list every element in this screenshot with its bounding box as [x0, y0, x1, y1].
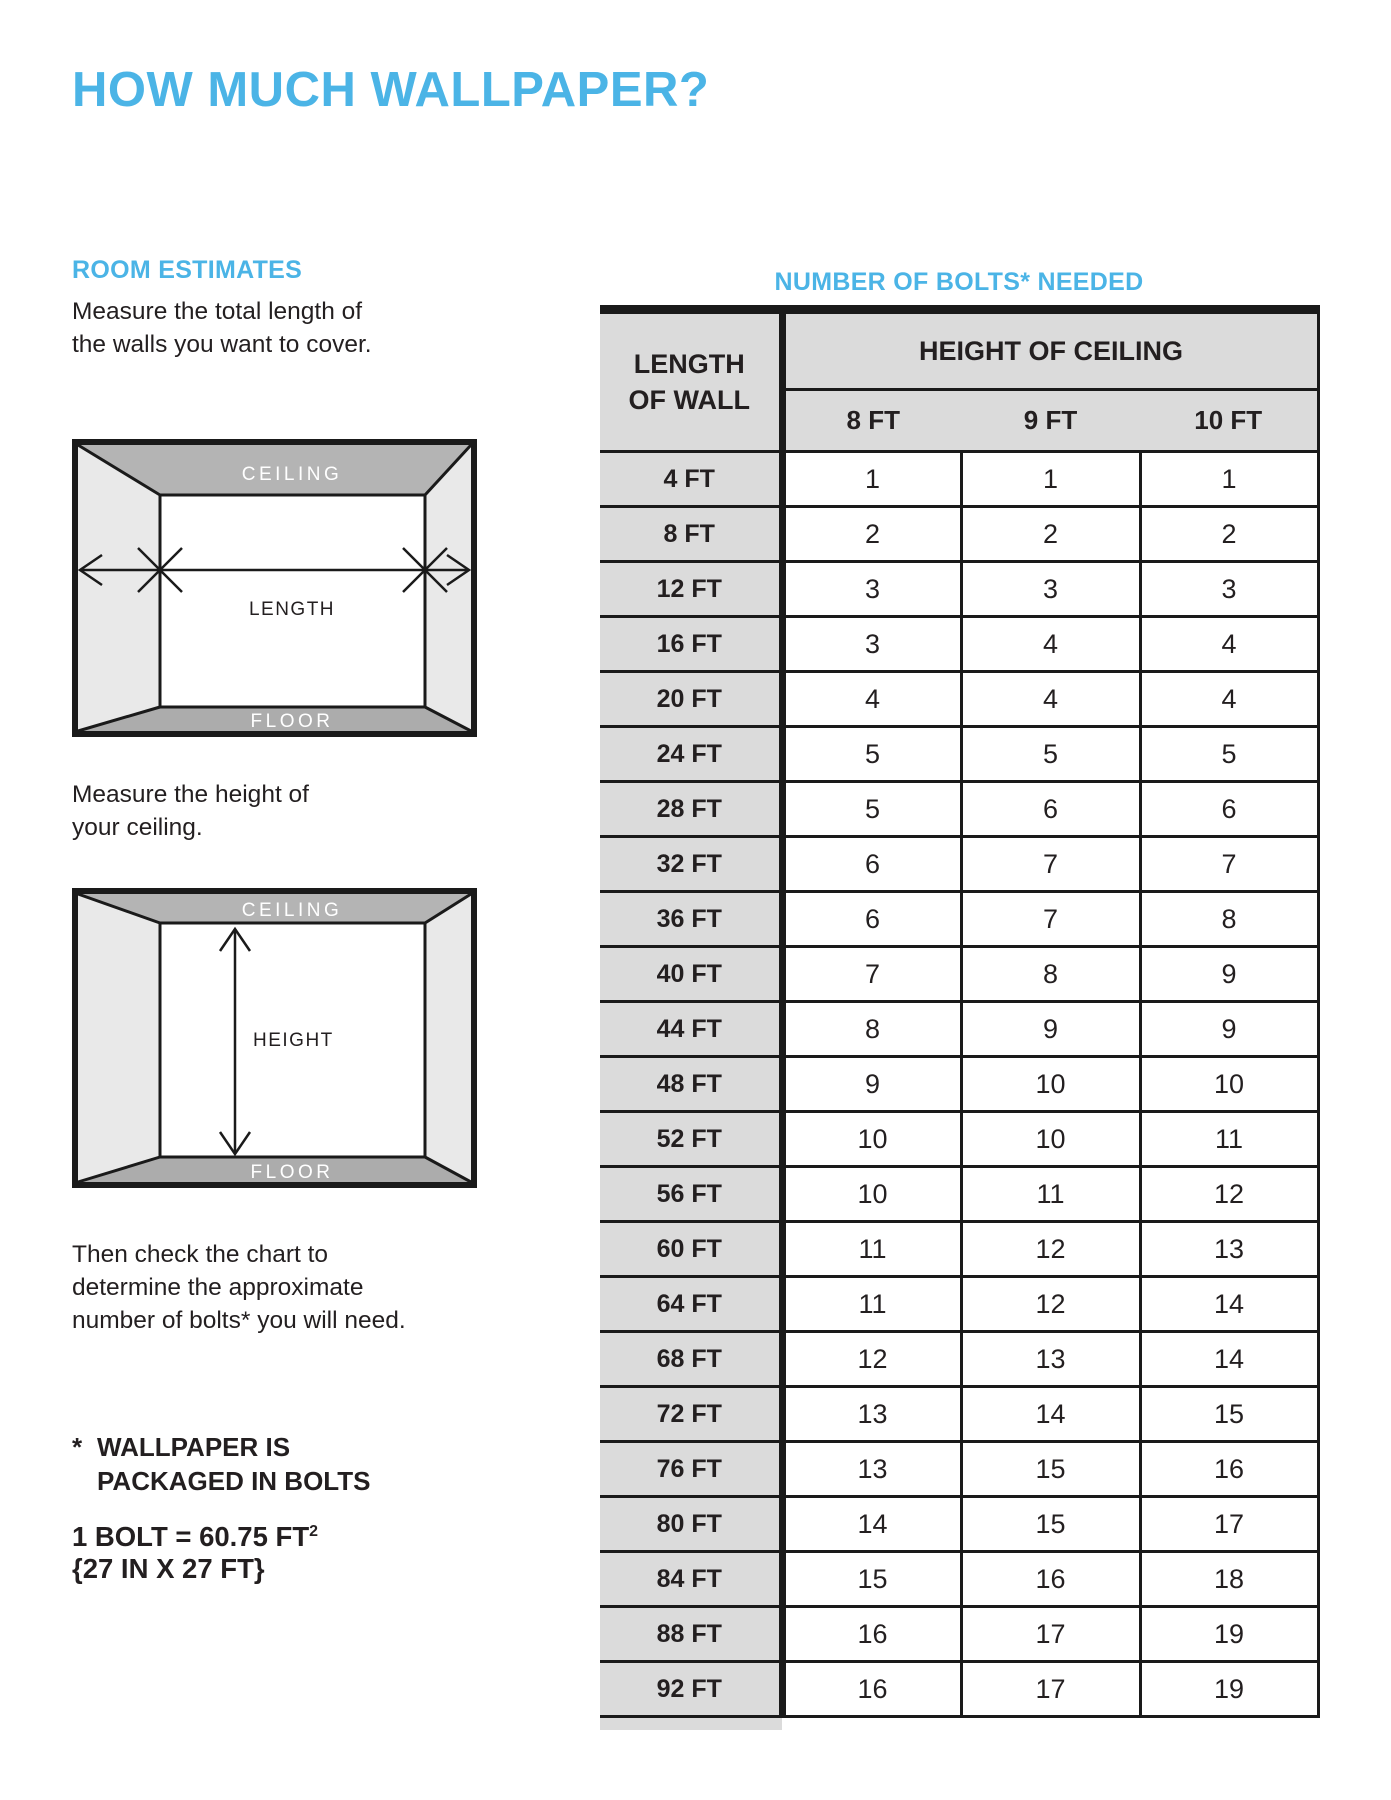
height-of-ceiling-header: HEIGHT OF CEILING	[782, 310, 1318, 390]
wall-length-cell: 12 FT	[600, 562, 782, 617]
bolt-count-cell: 5	[1140, 727, 1318, 782]
room-length-diagram	[72, 439, 477, 737]
bolt-count-cell: 15	[961, 1442, 1140, 1497]
bolt-count-cell: 1	[961, 452, 1140, 507]
ceiling-label: CEILING	[241, 464, 343, 485]
table-row	[600, 1442, 1318, 1497]
bolt-count-cell: 10	[961, 1112, 1140, 1167]
paragraph-line: Measure the height of	[72, 781, 309, 808]
table-row	[600, 617, 1318, 672]
bolt-count-cell: 3	[782, 562, 961, 617]
bolt-table-body	[600, 452, 1318, 1717]
bolt-count-cell: 7	[1140, 837, 1318, 892]
bolt-count-cell: 12	[782, 1332, 961, 1387]
bolt-count-cell: 19	[1140, 1662, 1318, 1717]
table-row	[600, 1057, 1318, 1112]
wall-length-cell: 32 FT	[600, 837, 782, 892]
wall-length-cell: 80 FT	[600, 1497, 782, 1552]
bolt-count-cell: 13	[1140, 1222, 1318, 1277]
bolt-count-cell: 11	[782, 1277, 961, 1332]
bolt-dimensions: {27 IN X 27 FT}	[72, 1553, 265, 1584]
bolt-count-cell: 10	[782, 1167, 961, 1222]
bolt-count-cell: 5	[961, 727, 1140, 782]
wall-length-cell: 92 FT	[600, 1662, 782, 1717]
header-line: OF WALL	[628, 385, 750, 415]
bolt-count-cell: 15	[782, 1552, 961, 1607]
wall-length-cell: 72 FT	[600, 1387, 782, 1442]
bolt-count-cell: 17	[961, 1662, 1140, 1717]
bolt-count-cell: 13	[782, 1387, 961, 1442]
bolt-count-cell: 3	[961, 562, 1140, 617]
bolt-count-cell: 6	[1140, 782, 1318, 837]
bolt-count-cell: 4	[782, 672, 961, 727]
paragraph-line: Measure the total length of	[72, 298, 363, 325]
paragraph-line: number of bolts* you will need.	[72, 1307, 406, 1334]
bolt-count-cell: 16	[782, 1607, 961, 1662]
table-row	[600, 507, 1318, 562]
wall-length-cell: 24 FT	[600, 727, 782, 782]
wall-length-cell: 16 FT	[600, 617, 782, 672]
bolt-count-cell: 1	[1140, 452, 1318, 507]
bolt-count-cell: 12	[1140, 1167, 1318, 1222]
paragraph-line: your ceiling.	[72, 814, 203, 841]
table-row	[600, 562, 1318, 617]
bolt-count-cell: 2	[782, 507, 961, 562]
bolt-count-cell: 10	[1140, 1057, 1318, 1112]
wall-length-cell: 76 FT	[600, 1442, 782, 1497]
wall-length-cell: 44 FT	[600, 1002, 782, 1057]
bolt-count-cell: 8	[782, 1002, 961, 1057]
table-row	[600, 782, 1318, 837]
bolt-count-cell: 1	[782, 452, 961, 507]
bolt-count-cell: 2	[1140, 507, 1318, 562]
bolt-count-cell: 16	[961, 1552, 1140, 1607]
table-row	[600, 672, 1318, 727]
bolt-count-cell: 13	[782, 1442, 961, 1497]
column-header-10ft: 10 FT	[1140, 390, 1318, 452]
bolt-count-cell: 14	[782, 1497, 961, 1552]
bolt-count-cell: 15	[961, 1497, 1140, 1552]
wall-length-cell: 28 FT	[600, 782, 782, 837]
wall-length-cell: 64 FT	[600, 1277, 782, 1332]
footnote-line: WALLPAPER IS	[97, 1432, 291, 1462]
bolts-needed-heading: NUMBER OF BOLTS* NEEDED	[774, 268, 1144, 296]
paragraph-line: the walls you want to cover.	[72, 331, 372, 358]
bolt-count-cell: 10	[961, 1057, 1140, 1112]
wall-length-cell: 48 FT	[600, 1057, 782, 1112]
table-row	[600, 1387, 1318, 1442]
wall-length-cell: 68 FT	[600, 1332, 782, 1387]
bolt-count-cell: 2	[961, 507, 1140, 562]
bolt-specification	[72, 1521, 318, 1585]
measure-height-paragraph	[72, 778, 309, 844]
bolt-count-cell: 16	[782, 1662, 961, 1717]
bolt-table-container	[600, 305, 1318, 1730]
table-row	[600, 837, 1318, 892]
table-row	[600, 1222, 1318, 1277]
bolt-table	[600, 305, 1320, 1718]
table-row	[600, 1607, 1318, 1662]
room-estimates-heading: ROOM ESTIMATES	[72, 256, 303, 284]
bolt-count-cell: 9	[782, 1057, 961, 1112]
bolt-count-cell: 6	[782, 837, 961, 892]
table-row	[600, 947, 1318, 1002]
bolt-count-cell: 18	[1140, 1552, 1318, 1607]
label-column-stub	[600, 1718, 782, 1730]
table-row	[600, 1332, 1318, 1387]
bolt-count-cell: 12	[961, 1277, 1140, 1332]
bolt-count-cell: 9	[961, 1002, 1140, 1057]
length-label: LENGTH	[248, 599, 336, 620]
bolt-count-cell: 5	[782, 727, 961, 782]
bolt-count-cell: 12	[961, 1222, 1140, 1277]
bolt-count-cell: 14	[961, 1387, 1140, 1442]
bolt-count-cell: 17	[961, 1607, 1140, 1662]
bolt-count-cell: 7	[782, 947, 961, 1002]
right-wall-surface	[425, 892, 473, 1184]
squared-superscript: 2	[309, 1522, 319, 1540]
bolt-count-cell: 3	[782, 617, 961, 672]
asterisk: *	[72, 1432, 83, 1462]
bolt-count-cell: 6	[782, 892, 961, 947]
wall-length-cell: 84 FT	[600, 1552, 782, 1607]
floor-label: FLOOR	[250, 1162, 334, 1183]
left-wall-surface	[76, 892, 160, 1184]
table-row	[600, 1277, 1318, 1332]
bolt-count-cell: 5	[782, 782, 961, 837]
bolt-count-cell: 4	[1140, 617, 1318, 672]
wall-length-cell: 52 FT	[600, 1112, 782, 1167]
bolt-count-cell: 9	[1140, 1002, 1318, 1057]
wallpaper-bolts-footnote	[72, 1430, 370, 1498]
table-row	[600, 452, 1318, 507]
bolt-count-cell: 10	[782, 1112, 961, 1167]
bolt-count-cell: 15	[1140, 1387, 1318, 1442]
bolt-count-cell: 14	[1140, 1277, 1318, 1332]
wall-length-cell: 36 FT	[600, 892, 782, 947]
bolt-count-cell: 8	[1140, 892, 1318, 947]
bolt-count-cell: 4	[961, 672, 1140, 727]
table-row	[600, 1167, 1318, 1222]
ceiling-height-diagram	[72, 888, 477, 1188]
bolt-count-cell: 4	[1140, 672, 1318, 727]
wall-length-cell: 40 FT	[600, 947, 782, 1002]
wall-length-cell: 56 FT	[600, 1167, 782, 1222]
bolt-count-cell: 13	[961, 1332, 1140, 1387]
bolt-count-cell: 6	[961, 782, 1140, 837]
bolt-count-cell: 11	[961, 1167, 1140, 1222]
bolt-count-cell: 8	[961, 947, 1140, 1002]
bolt-count-cell: 16	[1140, 1442, 1318, 1497]
wall-length-cell: 60 FT	[600, 1222, 782, 1277]
bolt-count-cell: 14	[1140, 1332, 1318, 1387]
wall-length-cell: 20 FT	[600, 672, 782, 727]
bolt-count-cell: 19	[1140, 1607, 1318, 1662]
height-label: HEIGHT	[253, 1030, 334, 1051]
wall-length-cell: 8 FT	[600, 507, 782, 562]
paragraph-line: Then check the chart to	[72, 1241, 329, 1268]
bolt-count-cell: 4	[961, 617, 1140, 672]
bolt-count-cell: 9	[1140, 947, 1318, 1002]
wall-length-cell: 88 FT	[600, 1607, 782, 1662]
table-row	[600, 1552, 1318, 1607]
table-row	[600, 727, 1318, 782]
table-row	[600, 1662, 1318, 1717]
bolt-count-cell: 7	[961, 892, 1140, 947]
length-of-wall-header	[600, 310, 782, 452]
bolt-count-cell: 7	[961, 837, 1140, 892]
table-row	[600, 1497, 1318, 1552]
bolt-count-cell: 11	[782, 1222, 961, 1277]
bolt-equation: 1 BOLT = 60.75 $FT^2$	[72, 1521, 319, 1552]
column-header-9ft: 9 FT	[961, 390, 1140, 452]
page-title: HOW MUCH WALLPAPER?	[72, 63, 710, 117]
measure-length-paragraph	[72, 295, 372, 361]
check-chart-paragraph	[72, 1238, 406, 1337]
footnote-line: PACKAGED IN BOLTS	[97, 1466, 371, 1496]
column-header-8ft: 8 FT	[782, 390, 961, 452]
wall-length-cell: 4 FT	[600, 452, 782, 507]
table-row	[600, 892, 1318, 947]
paragraph-line: determine the approximate	[72, 1274, 364, 1301]
bolt-count-cell: 11	[1140, 1112, 1318, 1167]
floor-label: FLOOR	[250, 711, 334, 732]
table-row	[600, 1112, 1318, 1167]
bolt-count-cell: 17	[1140, 1497, 1318, 1552]
ceiling-label: CEILING	[241, 900, 343, 921]
header-line: LENGTH	[633, 349, 745, 379]
table-row	[600, 1002, 1318, 1057]
bolt-count-cell: 3	[1140, 562, 1318, 617]
